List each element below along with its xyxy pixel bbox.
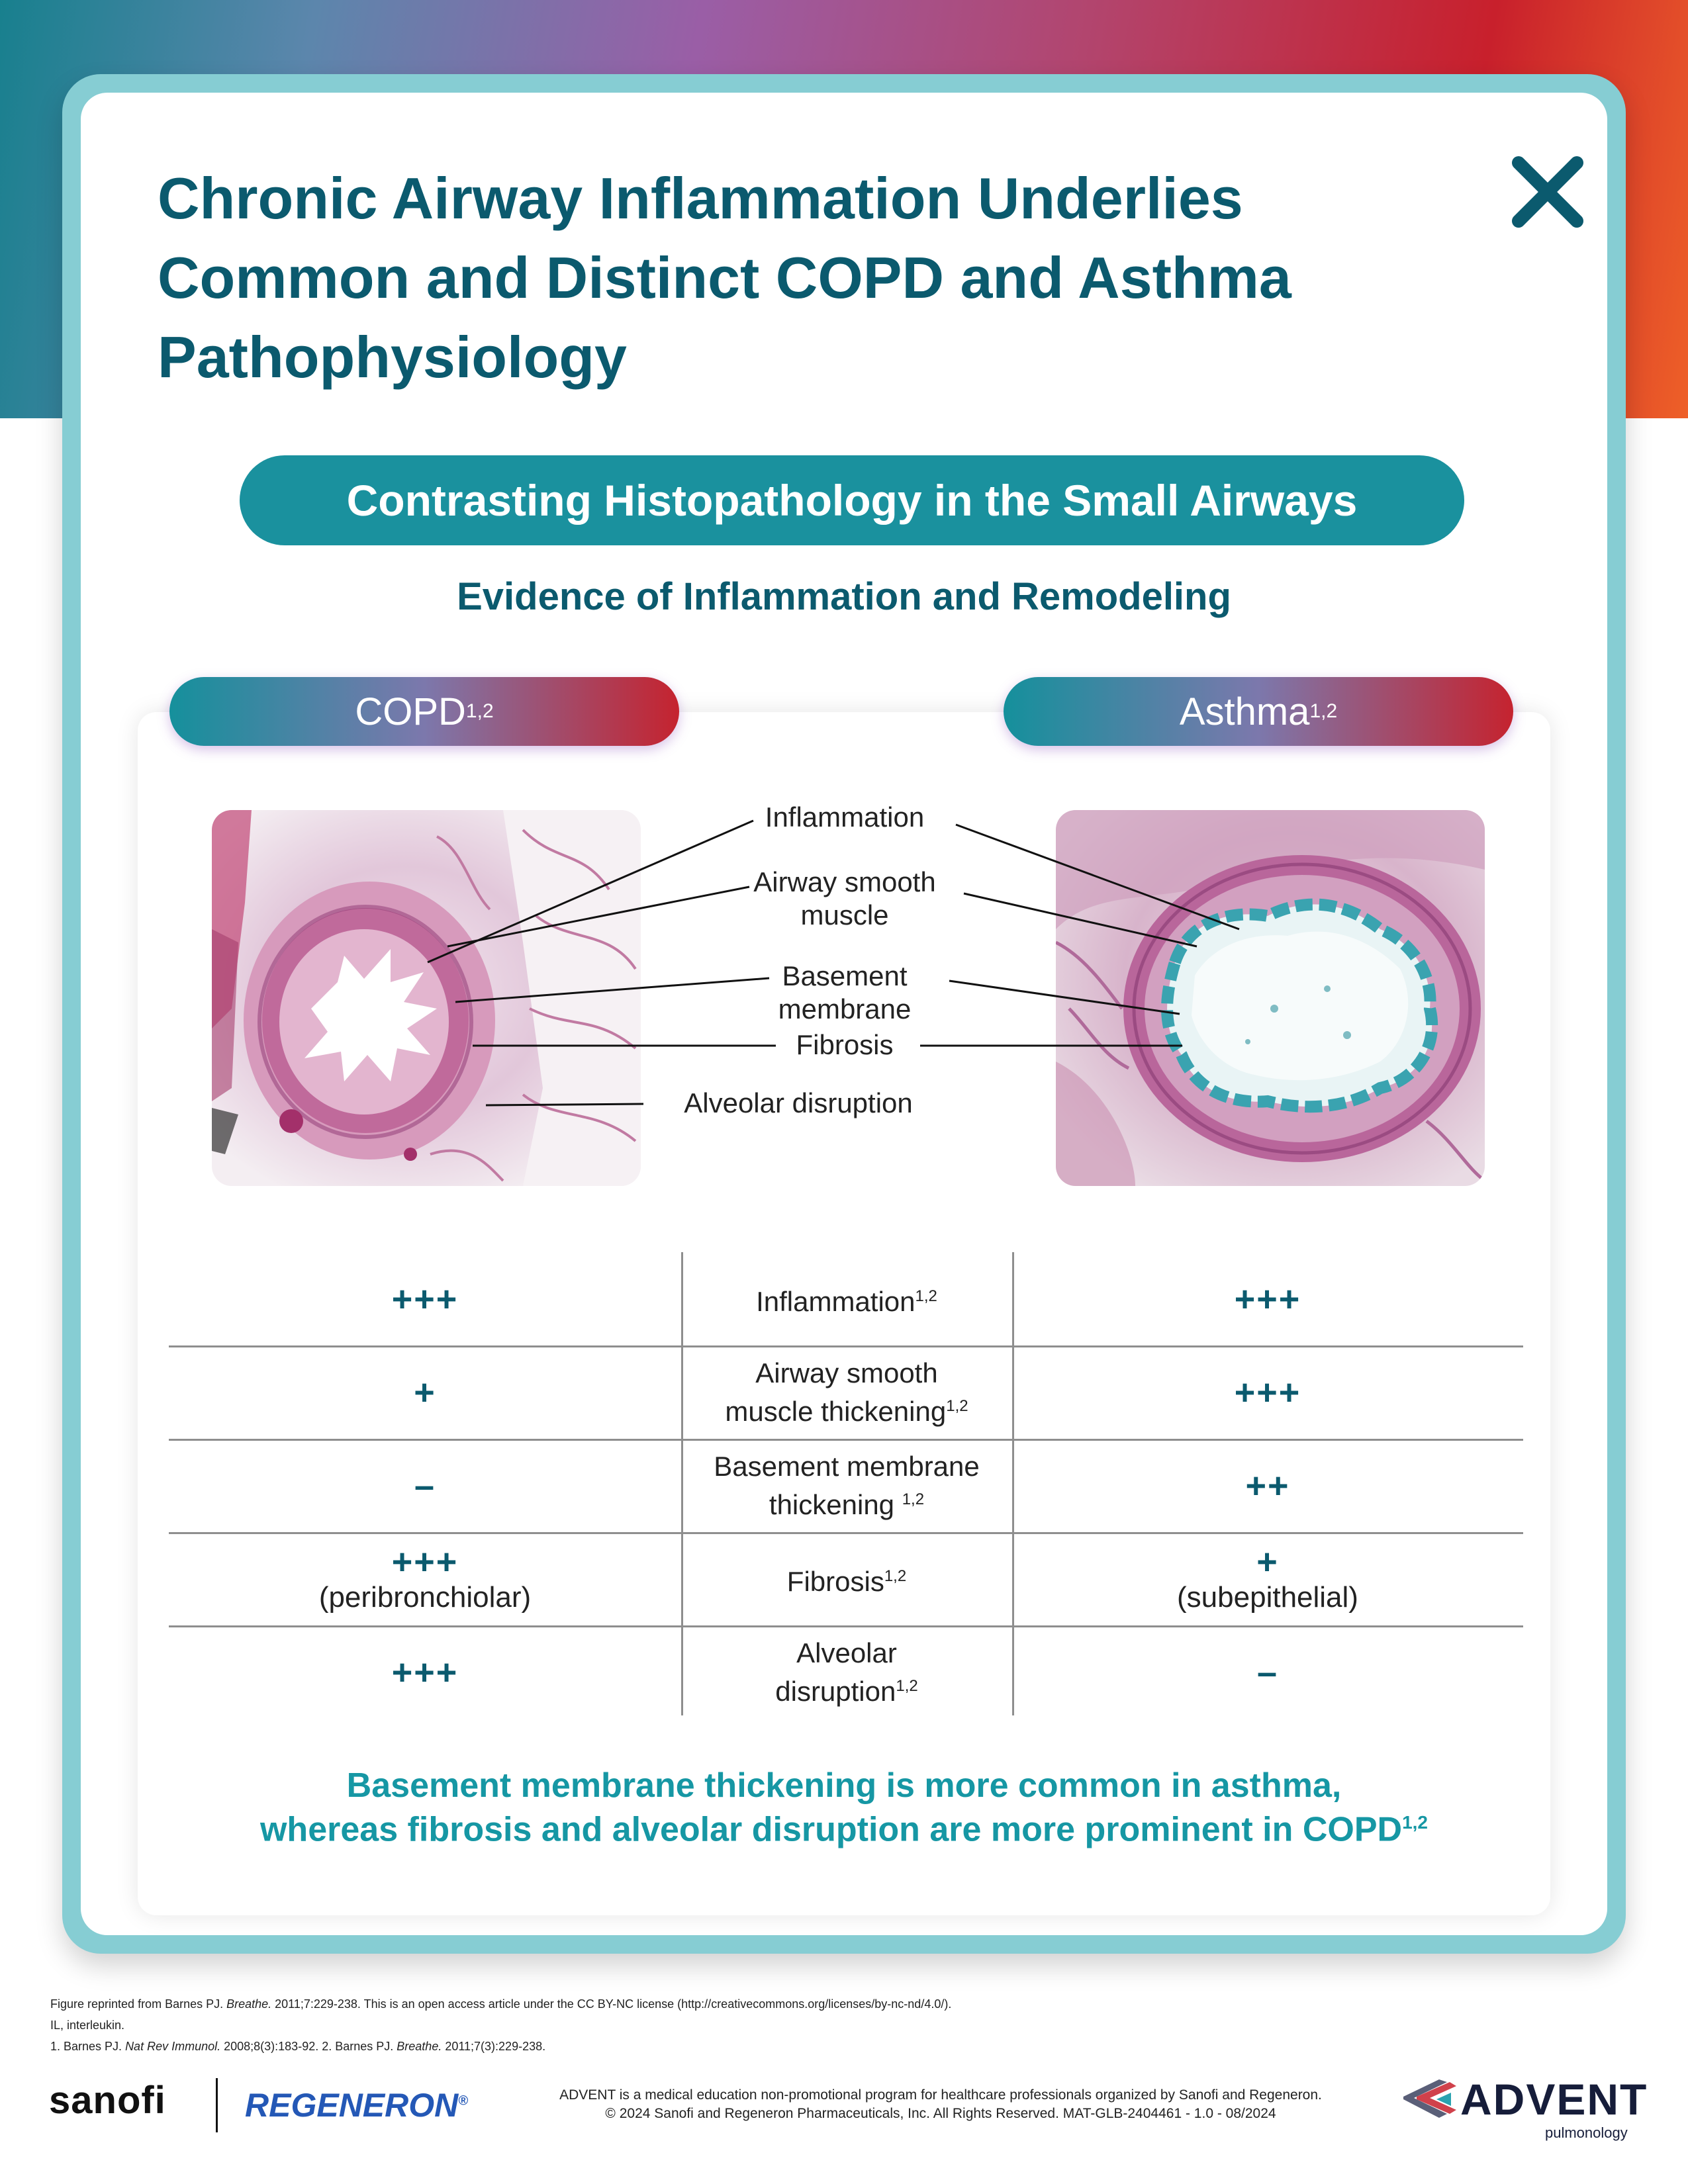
tab-copd-refs: 1,2 [465,700,494,722]
feature-label-line1: Basement membrane [714,1451,980,1482]
ref-journal2: Breathe. [397,2040,442,2053]
tab-copd-label: COPD [355,690,466,733]
asthma-histology-image [1056,810,1485,1186]
ref-journal1: Nat Rev Immunol. [125,2040,221,2053]
logo-divider [216,2078,218,2132]
copd-cell [169,1533,681,1625]
disclaimer-line1: ADVENT is a medical education non-promotional program for healthcare professionals organized by Sanofi and Regeneron. [559,2087,1322,2103]
feature-cell [681,1533,1012,1625]
callout-basement-line2: membrane [778,993,912,1024]
section-banner: Contrasting Histopathology in the Small Airways [240,455,1464,545]
asthma-rating: +++ [1234,1279,1301,1319]
takeaway-refs: 1,2 [1402,1812,1428,1833]
feature-cell [681,1439,1012,1532]
copd-rating: +++ [391,1653,459,1692]
disclaimer-line2: © 2024 Sanofi and Regeneron Pharmaceuticals, Inc. All Rights Reserved. MAT-GLB-2404461 - 1.0 - 08/2024 [605,2106,1276,2121]
feature-cell [681,1346,1012,1439]
footnotes [50,1993,1374,2057]
table-row [169,1439,1523,1532]
table-row [169,1253,1523,1345]
asthma-cell [1012,1533,1523,1625]
callout-fibrosis-text: Fibrosis [796,1029,894,1060]
key-takeaway [81,1767,1607,1848]
callout-inflammation-text: Inflammation [765,801,925,833]
abbreviations: IL, interleukin. [50,2019,125,2032]
callout-basement-line1: Basement [782,960,908,991]
copd-rating: – [414,1466,436,1506]
copd-histology-image [212,810,641,1186]
advent-chevron-icon [1401,2079,1460,2119]
copd-cell [169,1439,681,1532]
feature-cell [681,1253,1012,1345]
sanofi-logo: sanofi [49,2079,166,2122]
asthma-cell [1012,1253,1523,1345]
regeneron-logo [245,2086,468,2124]
table-row [169,1346,1523,1439]
table-row [169,1626,1523,1719]
feature-label [756,1280,937,1318]
callout-smooth-muscle-line2: muscle [800,899,889,931]
copd-rating: +++ [391,1279,459,1319]
feature-label-line2 [775,1670,917,1708]
card-inner [81,93,1607,1935]
feature-refs: 1,2 [884,1567,907,1585]
asthma-rating: +++ [1234,1373,1301,1412]
ref-a: 1. Barnes PJ. [50,2040,126,2053]
copd-qualifier: (peribronchiolar) [318,1581,532,1614]
callout-smooth-muscle-line1: Airway smooth [753,866,936,897]
feature-label-line1: Fibrosis [786,1566,884,1597]
takeaway-line2-text: whereas fibrosis and alveolar disruption are more prominent in COPD [259,1810,1403,1849]
feature-refs: 1,2 [946,1397,968,1415]
callout-fibrosis [706,1028,984,1062]
content-card [62,74,1626,1954]
feature-label-line1: Inflammation [756,1286,915,1317]
callout-inflammation [706,801,984,834]
copd-cell [169,1626,681,1719]
page-title: Chronic Airway Inflammation Underlies Common and Distinct COPD and Asthma Pathophysiology [158,165,1291,390]
figure-credit-a: Figure reprinted from Barnes PJ. [50,1997,227,2011]
feature-label-line2-text: muscle thickening [725,1396,947,1427]
feature-label-line2 [725,1390,968,1428]
copd-cell [169,1346,681,1439]
asthma-rating: + [1256,1542,1279,1582]
callout-alveolar-disruption [646,1087,951,1120]
feature-label-line2-text: thickening [769,1489,902,1520]
copd-rating: + [414,1373,436,1412]
figure-credit-b: 2011;7:229-238. This is an open access article under the CC BY-NC license (http://creativecommons.org/licenses/by-nc-nd/4.0/). [271,1997,952,2011]
feature-label-line2-text: disruption [775,1676,896,1707]
takeaway-line2 [81,1804,1607,1848]
asthma-cell [1012,1439,1523,1532]
table-row [169,1533,1523,1625]
advent-subtitle: pulmonology [1545,2124,1628,2141]
tab-asthma-refs: 1,2 [1309,700,1338,722]
section-subtitle: Evidence of Inflammation and Remodeling [457,575,1231,618]
advent-logo: ADVENT [1460,2075,1648,2124]
tab-asthma [1004,677,1513,746]
figure-credit [50,1993,1374,2015]
copd-cell [169,1253,681,1345]
figure-credit-journal: Breathe. [226,1997,272,2011]
feature-refs: 1,2 [915,1287,937,1305]
asthma-rating: – [1256,1653,1279,1692]
ref-b: 2008;8(3):183-92. 2. Barnes PJ. [220,2040,397,2053]
callout-basement-membrane [706,960,984,1026]
feature-refs: 1,2 [896,1677,918,1695]
callout-airway-smooth-muscle [706,866,984,932]
references [50,2036,1374,2057]
asthma-rating: ++ [1245,1466,1290,1506]
close-icon[interactable] [1509,154,1586,230]
asthma-qualifier: (subepithelial) [1177,1581,1358,1614]
asthma-cell [1012,1346,1523,1439]
tab-copd [169,677,679,746]
feature-refs: 1,2 [902,1490,925,1508]
program-disclaimer [494,2086,1387,2123]
regeneron-logo-text: REGENERON [245,2087,459,2124]
callout-alveolar-text: Alveolar disruption [684,1087,913,1118]
feature-cell [681,1626,1012,1719]
ref-c: 2011;7(3):229-238. [442,2040,546,2053]
asthma-cell [1012,1626,1523,1719]
feature-label-line2 [769,1483,924,1522]
copd-rating: +++ [391,1542,459,1582]
takeaway-line1: Basement membrane thickening is more common in asthma, [346,1766,1342,1805]
feature-label-line1: Airway smooth [755,1357,938,1388]
tab-asthma-label: Asthma [1179,690,1310,733]
feature-label-line1: Alveolar [796,1637,897,1668]
feature-label [787,1560,906,1598]
regeneron-registered: ® [458,2093,469,2109]
